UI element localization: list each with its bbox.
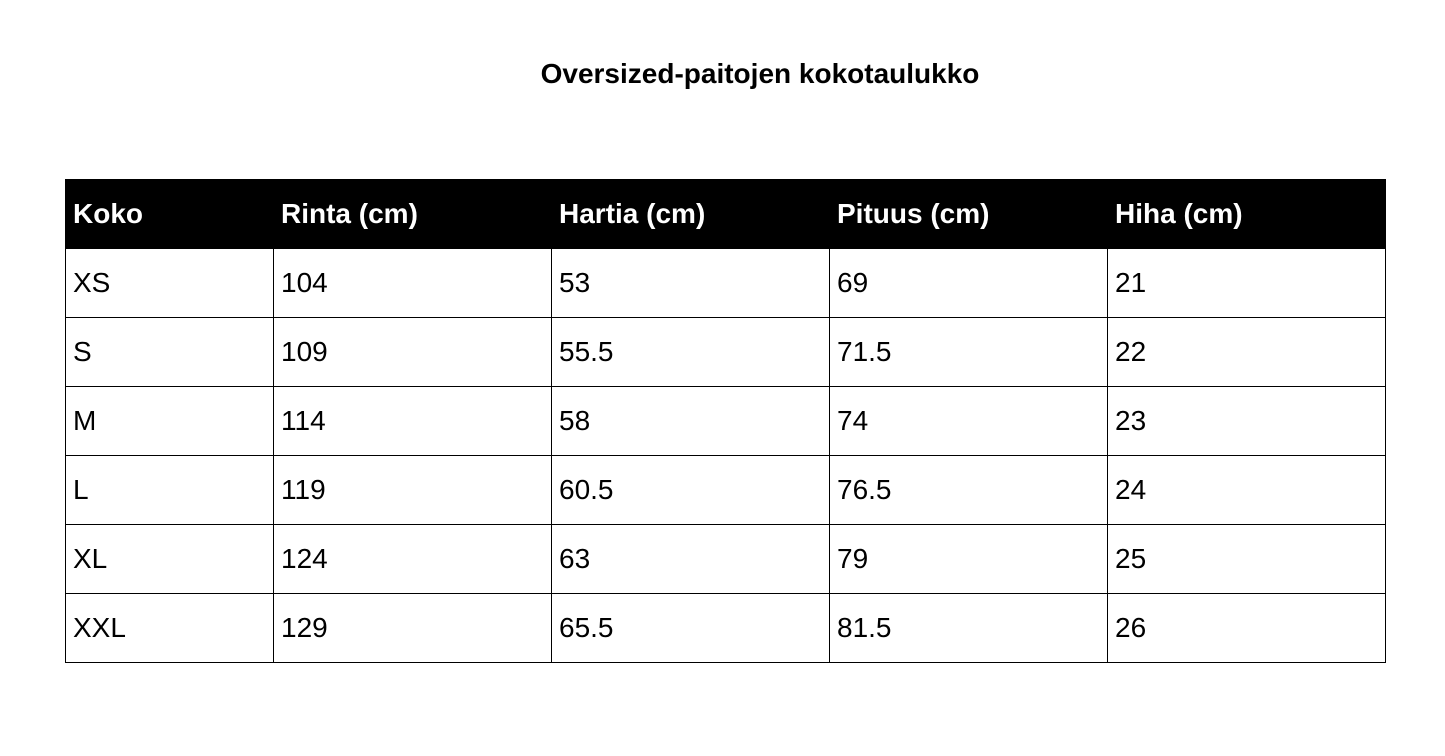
cell-shoulder: 63: [552, 525, 830, 594]
cell-length: 76.5: [830, 456, 1108, 525]
column-header-size: Koko: [66, 180, 274, 249]
cell-size: S: [66, 318, 274, 387]
table-body: [66, 249, 1386, 663]
cell-shoulder: 58: [552, 387, 830, 456]
cell-chest: 114: [274, 387, 552, 456]
cell-shoulder: 55.5: [552, 318, 830, 387]
cell-sleeve: 26: [1108, 594, 1386, 663]
cell-size: XXL: [66, 594, 274, 663]
table-row: [66, 525, 1386, 594]
cell-chest: 119: [274, 456, 552, 525]
cell-size: XL: [66, 525, 274, 594]
cell-sleeve: 25: [1108, 525, 1386, 594]
table-row: [66, 318, 1386, 387]
cell-chest: 129: [274, 594, 552, 663]
page-title: Oversized-paitojen kokotaulukko: [540, 58, 980, 89]
cell-chest: 124: [274, 525, 552, 594]
table-row: [66, 387, 1386, 456]
column-header-length: Pituus (cm): [830, 180, 1108, 249]
table-row: [66, 456, 1386, 525]
cell-chest: 104: [274, 249, 552, 318]
table-row: [66, 594, 1386, 663]
cell-size: M: [66, 387, 274, 456]
cell-sleeve: 22: [1108, 318, 1386, 387]
cell-size: L: [66, 456, 274, 525]
cell-length: 74: [830, 387, 1108, 456]
header-row: [66, 180, 1386, 249]
table-header: [66, 180, 1386, 249]
cell-chest: 109: [274, 318, 552, 387]
cell-sleeve: 24: [1108, 456, 1386, 525]
cell-shoulder: 53: [552, 249, 830, 318]
column-header-sleeve: Hiha (cm): [1108, 180, 1386, 249]
cell-length: 81.5: [830, 594, 1108, 663]
column-header-shoulder: Hartia (cm): [552, 180, 830, 249]
cell-length: 71.5: [830, 318, 1108, 387]
cell-length: 79: [830, 525, 1108, 594]
cell-size: XS: [66, 249, 274, 318]
cell-length: 69: [830, 249, 1108, 318]
cell-sleeve: 23: [1108, 387, 1386, 456]
cell-shoulder: 65.5: [552, 594, 830, 663]
cell-shoulder: 60.5: [552, 456, 830, 525]
column-header-chest: Rinta (cm): [274, 180, 552, 249]
table-row: [66, 249, 1386, 318]
cell-sleeve: 21: [1108, 249, 1386, 318]
size-chart-table: [65, 179, 1386, 663]
